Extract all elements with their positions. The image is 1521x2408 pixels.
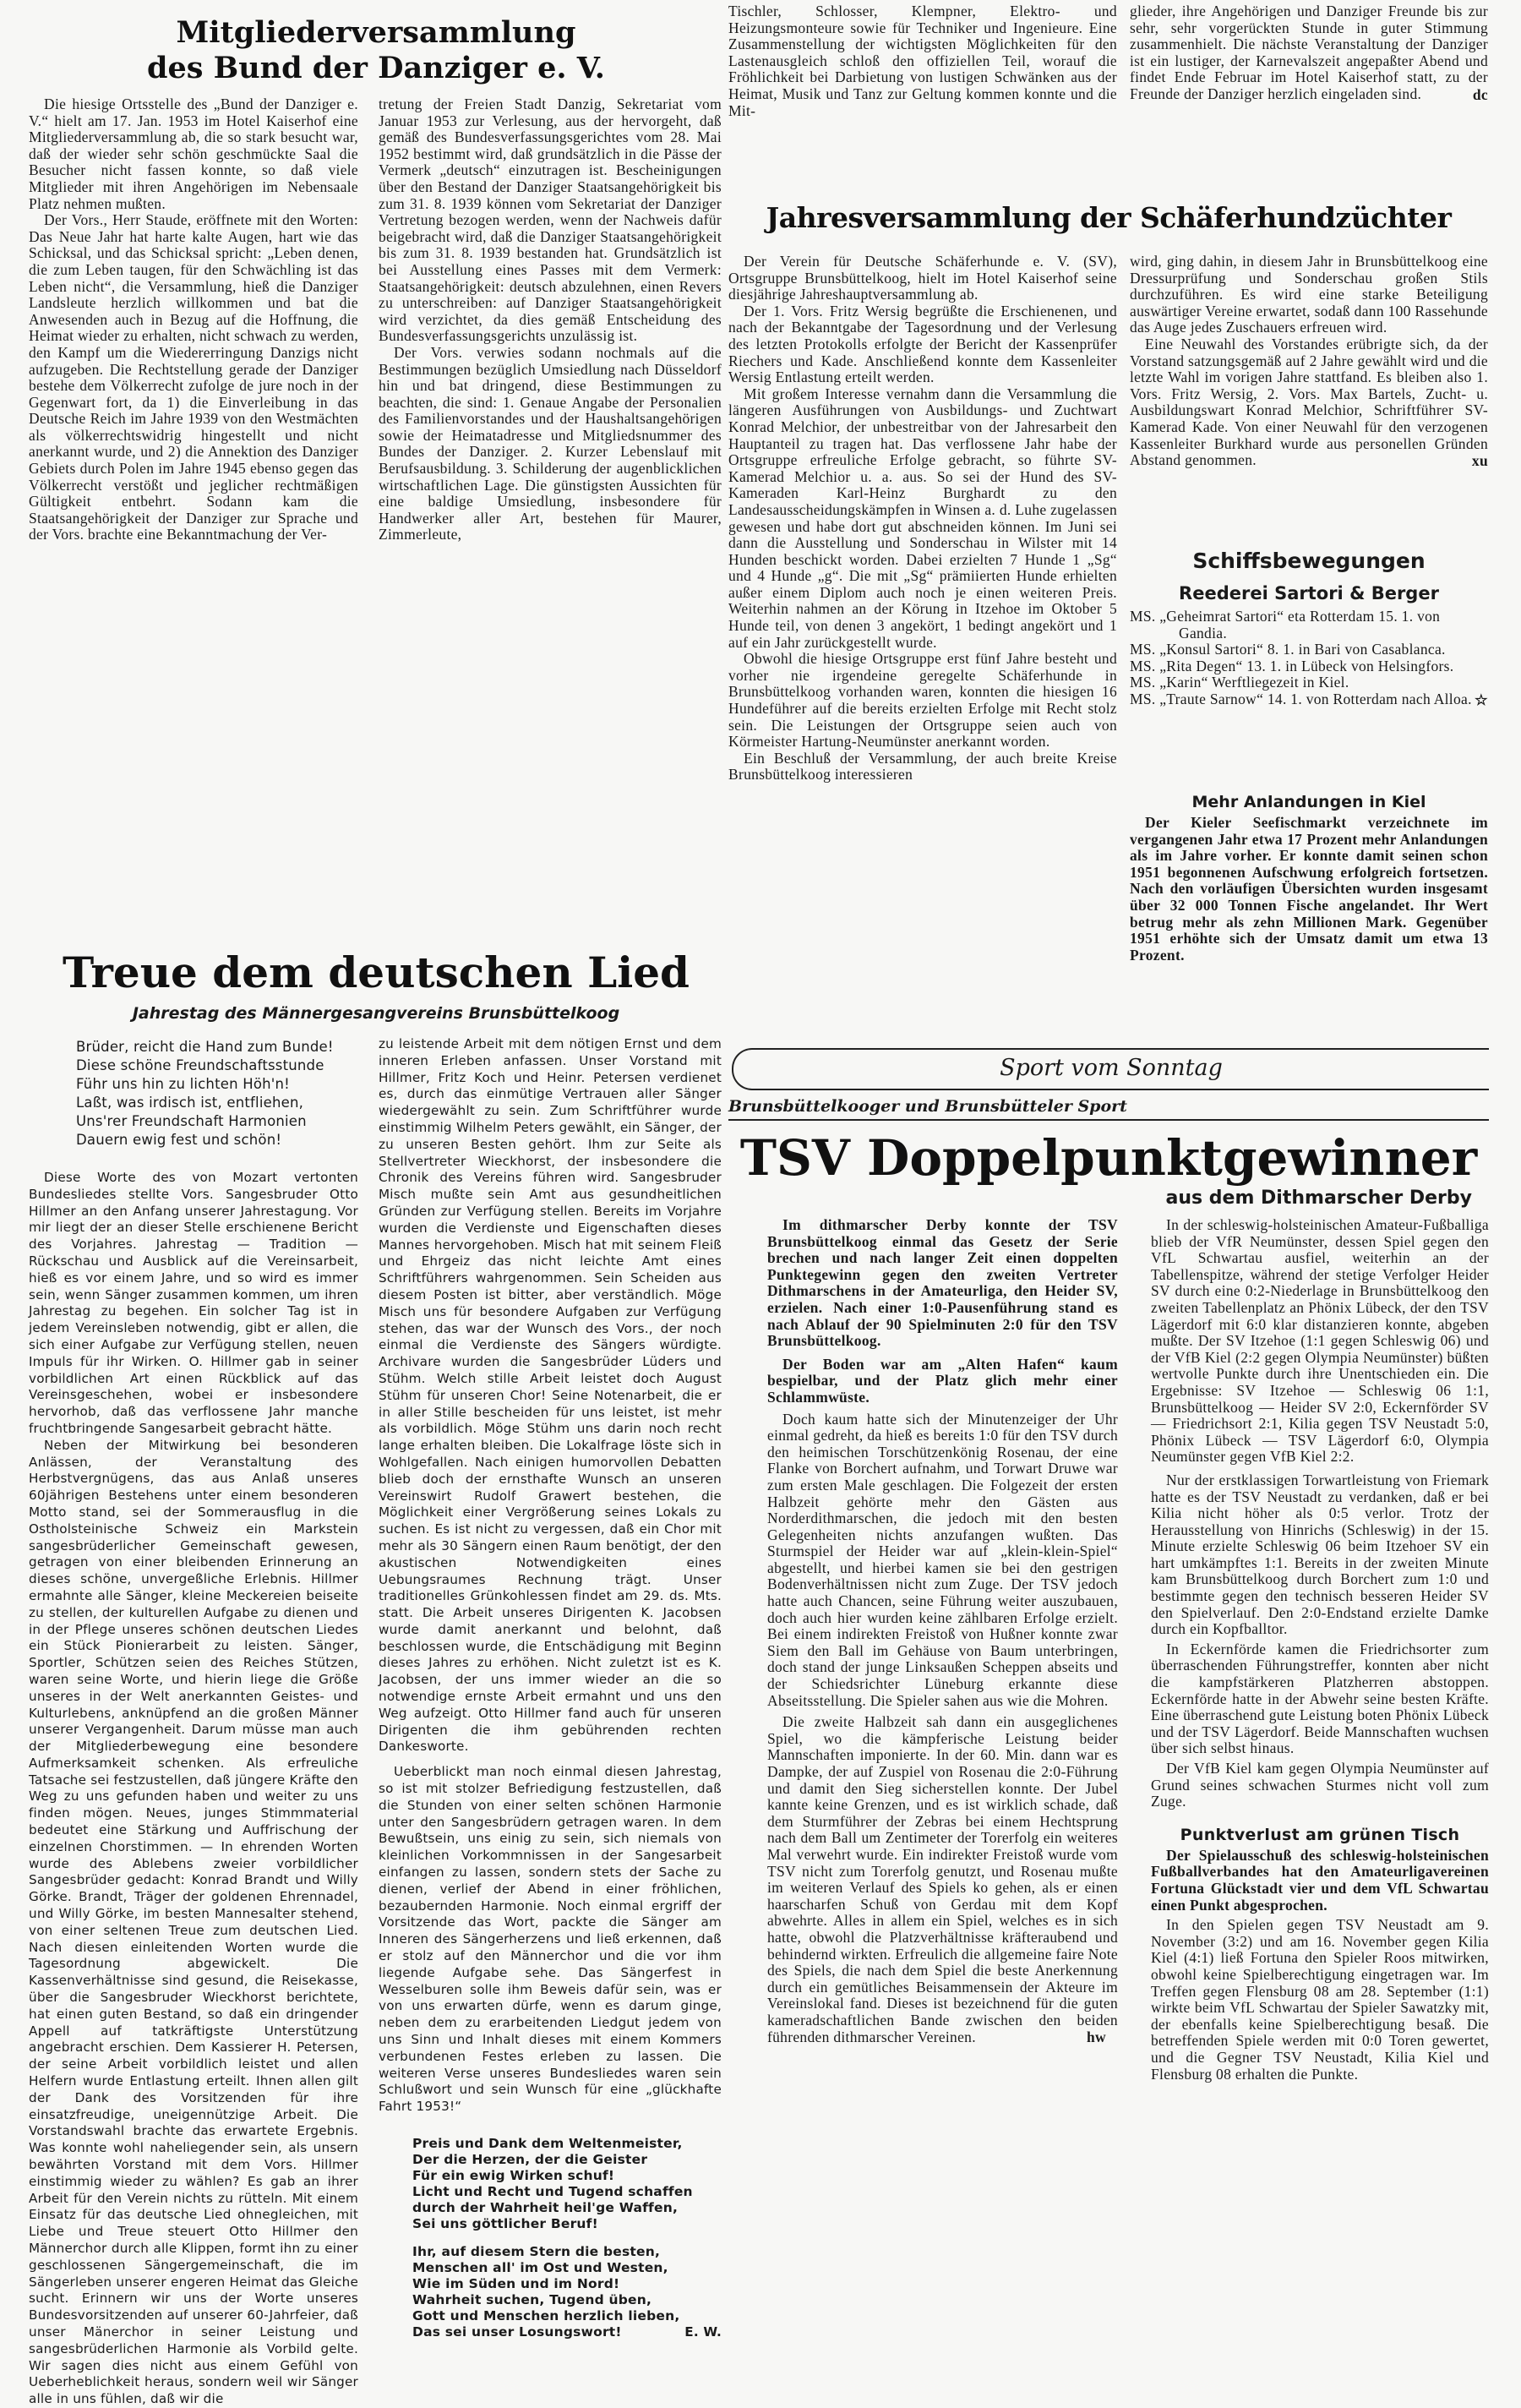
article-mitglieder-col2: [379, 96, 722, 543]
paragraph: Der Kieler Seefischmarkt verzeichnete im vergangenen Jahr etwa 17 Prozent mehr Anlandungen als im Jahre vorher. Er konnte damit seinen schon 1951 begonnenen Aufschwung erfolgreich fortsetzen. Nach den vorläufigen Übersichten wurden insgesamt über 32 000 Tonnen Fische angelandet. Ihr Wert betrug mehr als zehn Millionen Mark. Gegenüber 1951 erhöhte sich der Umsatz damit um etwa 13 Prozent.: [1130, 814, 1488, 964]
lead-paragraph: Der Spielausschuß des schleswig-holsteinischen Fußballverbandes hat den Amateurligavereinen Fortuna Glückstadt vier und dem VfL Schwartau einen Punkt abgesprochen.: [1151, 1846, 1489, 1914]
poem-line: Sei uns göttlicher Beruf!: [412, 2216, 598, 2231]
article-tsv-col4: [1151, 1217, 1489, 2083]
author-signature: E. W.: [684, 2324, 722, 2340]
poem-line: Uns'rer Freundschaft Harmonien: [76, 1113, 307, 1129]
paragraph: Der 1. Vors. Fritz Wersig begrüßte die Erschienenen, und nach der Bekanntgabe der Tagesordnung und der Verlesung des letzten Protokolls erfolgte der Bericht der Kassenprüfer Riechers und Kade. Anschließend konnte dem Kassenleiter Wersig Entlastung erteilt werden.: [728, 302, 1117, 386]
article-schaefer-col3: [728, 254, 1117, 784]
paragraph: Doch kaum hatte sich der Minutenzeiger der Uhr einmal gedreht, da hieß es bereits 1:0 für den TSV durch den heimischen Torschützenkönig Rosenau, der eine Flanke von Borchert aufnahm, und Torwart Druwe war zum ersten Male geschlagen. Die Folgezeit der ersten Halbzeit gehörte mehr den Gästen aus Norderdithmarschen, die jedoch mit den besten Gelegenheiten nichts anzufangen wußten. Das Sturmspiel der Heider war auf „klein-klein-Spiel“ abgestellt, und hierbei kamen sie bei den gestrigen Bodenverhältnissen nicht zum Zuge. Der TSV jedoch hatte auch Chancen, seine Führung weiter auszubauen, doch auch hier wurden keine zählbaren Erfolge erzielt. Bei einem indirekten Freistoß von Hußner konnte zwar Siem den Ball im Gehäuse von Baum unterbringen, doch stand der junge Linksaußen Scheppen abseits und der Schiedsrichter Lüneburg erkannte diese Abseitsstellung. Die Spieler sahen aus wie die Mohren.: [767, 1410, 1118, 1709]
article-mitglieder-col3: [728, 3, 1117, 119]
sport-section-title: Brunsbüttelkooger und Brunsbütteler Sport: [728, 1094, 1489, 1121]
paragraph: Ein Beschluß der Versammlung, der auch breite Kreise Brunsbüttelkoog interessieren: [728, 749, 1117, 784]
article-treue-col2: [379, 1036, 722, 2341]
poem-line: Wie im Süden und im Nord!: [412, 2276, 620, 2291]
paragraph: Der Verein für Deutsche Schäferhunde e. V. (SV), Ortsgruppe Brunsbüttelkoog, hielt im Hotel Kaiserhof seine diesjährige Jahreshauptversammlung ab.: [728, 253, 1117, 303]
author-signature: xu: [1471, 451, 1488, 469]
ship-entry: MS. „Karin“ Werftliegezeit in Kiel.: [1130, 674, 1349, 691]
subheadline-treue: Jahrestag des Männergesangvereins Brunsbüttelkoog: [132, 1004, 620, 1023]
subheading-reederei: Reederei Sartori & Berger: [1179, 583, 1439, 603]
lead-paragraph: Der Boden war am „Alten Hafen“ kaum bespielbar, und der Platz glich mehr einer Schlammwüste.: [767, 1355, 1118, 1406]
paragraph: Diese Worte des von Mozart vertonten Bundesliedes stellte Vors. Sangesbruder Otto Hillmer an den Anfang unserer Jahrestagung. Vor mir liegt der an dieser Stelle erschienene Bericht des Vorjahres. Jahrestag — Tradition — Rückschau und Ausblick auf die Vereinsarbeit, hieß es vor einem Jahre, und so wird es immer sein, wenn Sänger zusammen kommen, um ihren Jahrestag zu begehen. Ein solcher Tag ist in jedem Vereinsleben notwendig, gibt er allen, die sich einer Aufgabe zur Verfügung stellen, neuen Impuls für ihr Wirken. O. Hillmer gab in seiner vorbildlichen Art einen Rückblick auf das Vereinsgeschehen, wobei er insbesondere hervorhob, daß das verflossene Jahr manche fruchtbringende Sangesarbeit gebracht hätte.: [29, 1170, 358, 1436]
paragraph: Der Vors. verwies sodann nochmals auf die Bestimmungen bezüglich Umsiedlung nach Düsseldorf hin und bat dringend, diese Bestimmungen zu beachten, die sind: 1. Genaue Angabe der Personalien des Familienvorstandes und der Haushaltsangehörigen sowie der Heimatadresse und Mitgliedsnummer des Bundes der Danziger. 2. Kurzer Lebenslauf mit Berufsausbildung. 3. Schilderung der augenblicklichen wirtschaftlichen Lage. Die günstigsten Aussichten für eine baldige Umsiedlung, insbesondere für Handwerker aller Art, bestehen für Maurer, Zimmerleute,: [379, 343, 722, 543]
poem-line: Gott und Menschen herzlich lieben,: [412, 2308, 680, 2323]
ship-entry: MS. „Traute Sarnow“ 14. 1. von Rotterdam nach Alloa.: [1130, 690, 1472, 707]
headline-tsv: TSV Doppelpunktgewinner: [739, 1129, 1478, 1187]
paragraph: Der Vors., Herr Staude, eröffnete mit den Worten: Das Neue Jahr hat harte kalte Augen, hart wie das Schicksal, und das Schicksal spricht: „Leben denen, die zum Leben taugen, für den Schwächling ist das Leben nicht“, die Versammlung, hieß die Danziger Landsleute herzlich willkommen und bat die Anwesenden auch in Bezug auf die Hoffnung, die Heimat wieder zu erhalten, nicht schwach zu werden, den Kampf um die Wiedererringung Danzigs nicht aufzugeben. Die Rechtstellung gerade der Danziger bestehe dem Völkerrecht zufolge de jure noch in der Gegenwart fort, da 1) die Einverleibung in das Deutsche Reich im Jahre 1939 von den Westmächten als völkerrechtswidrig hingestellt und nicht anerkannt wurde, und 2) die Annektion des Danziger Gebiets durch Polen im Jahre 1945 ebenso gegen das Völkerrecht verstößt und jeglicher rechtmäßigen Gültigkeit entbehrt. Sodann kam die Staatsangehörigkeit der Danziger zur Sprache und der Vors. brachte eine Bekanntmachung der Ver-: [29, 211, 358, 543]
ship-entry: MS. „Geheimrat Sartori“ eta Rotterdam 15. 1. von Gandia.: [1130, 608, 1441, 642]
poem-bundeslied: [76, 1038, 363, 1149]
lead-paragraph: Im dithmarscher Derby konnte der TSV Brunsbüttelkoog einmal das Gesetz der Serie brechen und nach langer Zeit einen doppelten Punktegewinn gegen den zweiten Vertreter Dithmarschens in der Amateurliga, den Heider SV, erzielen. Nach einer 1:0-Pausenführung stand es nach Ablauf der 90 Spielminuten 2:0 für den TSV Brunsbüttelkoog.: [767, 1216, 1118, 1350]
author-signature: hw: [1087, 2029, 1106, 2046]
paragraph: Mit großem Interesse vernahm dann die Versammlung die längeren Ausführungen von Ausbildungs- und Zuchtwart Konrad Melchior, der unbestreitbar von der Jahresarbeit den Hauptanteil zu tragen hat. Das verflossene Jahr habe der Ortsgruppe erfreuliche Erfolge gebracht, so führte SV-Kamerad Melchior u. a. aus. So sei der Hund des SV-Kameraden Karl-Heinz Burghardt zu den Landesausscheidungskämpfen in Winsen a. d. Luhe zugelassen gewesen und habe dort gut abschneiden können. Im Juni sei dann die Ausstellung und Sonderschau in Wilster mit 14 Hunden beschickt worden. Dabei erzielten 7 Hunde 1 „Sg“ und 4 Hunde „g“. Die mit „Sg“ prämiierten Hunde erhielten außer einem Diplom auch noch je einen weiteren Preis. Weiterhin nahmen an der Körung in Itzehoe im Oktober 5 Hunde teil, von denen 3 angekört, 1 bedingt angekört und 1 auf ein Jahr zurückgestellt wurde.: [728, 385, 1117, 651]
paragraph: zu leistende Arbeit mit dem nötigen Ernst und dem inneren Erleben anfassen. Unser Vorstand mit Hillmer, Fritz Koch und Heinr. Petersen verdienet es, durch das einmütige Vertrauen aller Sänger wiedergewählt zu sein. Zum Schriftführer wurde einstimmig Wilhelm Peters gewählt, ein Sänger, der zu unseren Besten gehört. Ihm zur Seite als Stellvertreter Wieckhorst, der insbesondere die Chronik des Vereins führen wird. Sangesbruder Misch mußte sein Amt aus gesundheitlichen Gründen zur Verfügung stellen. Bereits im Vorjahre wurden die Verdienste und Eigenschaften dieses Mannes hervorgehoben. Misch hat mit seinem Fleiß und Ehrgeiz das nicht leichte Amt eines Schriftführers wahrgenommen. Sein Scheiden aus diesem Posten ist bitter, aber verständlich. Möge Misch uns für besondere Aufgaben zur Verfügung stehen, das war der Wunsch des Vors., der noch einmal die Verdienste des Sängers würdigte. Archivare wurden die Sangesbrüder Lüders und Stühm. Welch stille Arbeit leistet doch August Stühm für unseren Chor! Seine Notenarbeit, die er in aller Stille bescheiden für uns leistet, ist mehr als vorbildlich. Möge Stühm uns darin noch recht lange erhalten bleiben. Die Lokalfrage löste sich in Wohlgefallen. Nach einigen humorvollen Debatten blieb doch der ernsthafte Wunsch an unseren Vereinswirt Rudolf Grawert bestehen, die Möglichkeit einer Vergrößerung seines Lokals zu suchen. Es ist nicht zu vergessen, daß ein Chor mit mehr als 30 Sängern einen Raum benötigt, der den akustischen Notwendigkeiten eines Uebungsraumes Rechnung trägt. Unser traditionelles Grünkohlessen findet am 29. ds. Mts. statt. Die Arbeit unseres Dirigenten K. Jacobsen wurde damit anerkannt und belohnt, daß beschlossen wurde, die Entschädigung mit Beginn dieses Jahres zu erhöhen. Nicht zuletzt ist es K. Jacobsen, der uns immer wieder an die so notwendige ernste Arbeit ermahnt und uns den Weg aufzeigt. Otto Hillmer fand auch für unseren Dirigenten die ihm gebührenden rechten Dankesworte.: [379, 1036, 722, 1755]
paragraph: Tischler, Schlosser, Klempner, Elektro- und Heizungsmonteure sowie für Techniker und Ingenieure. Eine Zusammenstellung der wichtigsten Möglichkeiten für den Lastenausgleich schloß den offiziellen Teil, worauf die Fröhlichkeit bei Darbietung von lustigen Schwänken aus der Heimat, Musik und Tanz zur Geltung kommen konnte und die Mit-: [728, 3, 1117, 119]
poem-line: Licht und Recht und Tugend schaffen: [412, 2184, 693, 2199]
paragraph: In den Spielen gegen TSV Neustadt am 9. November (3:2) und am 16. November gegen Kilia Kiel (4:1) ließ Fortuna den Spieler Roos mitwirken, obwohl keine Spielberechtigung eingetragen war. Im Treffen gegen Flensburg 08 am 28. September (1:1) wirkte beim VfL Schwartau der Spieler Sawatzky mit, der ebenfalls keine Spielberechtigung besaß. Die betreffenden Spiele werden mit 0:0 Toren gewertet, und die Gegner TSV Neustadt, Kilia Kiel und Flensburg 08 erhalten die Punkte.: [1151, 1916, 1489, 2083]
star-mark-icon: ☆: [1475, 691, 1488, 708]
paragraph: Ueberblickt man noch einmal diesen Jahrestag, so ist mit stolzer Befriedigung festzustellen, daß die Stunden von einer selten schönen Harmonie unter den Sangesbrüdern getragen waren. In dem Bewußtsein, uns einig zu sein, sich niemals von kleinlichen Vorkommnissen in der Sangesarbeit einfangen zu lassen, sondern stets der Sache zu dienen, verlief der Abend in einer fröhlichen, bezaubernden Harmonie. Noch einmal ergriff der Vorsitzende das Wort, packte die Sänger am Inneren des Sängerherzens und ließ erkennen, daß er stolz auf den Männerchor und die vor ihm liegende Aufgabe sehe. Das Sängerfest in Wesselburen solle ihm Beweis dafür sein, was er von uns erwarten dürfe, wenn es darum ginge, neben dem zu erarbeitenden Liedgut jedem von uns Sinn und Inhalt dieses mit einem Kommers verbundenen Festes erleben zu lassen. Die weiteren Verse unseres Bundesliedes waren sein Schlußwort und sein Wunsch für eine „glückhafte Fahrt 1953!“: [379, 1764, 722, 2115]
poem-line: Wahrheit suchen, Tugend üben,: [412, 2292, 652, 2307]
sport-banner-title: Sport vom Sonntag: [1000, 1055, 1223, 1081]
ship-entry: MS. „Rita Degen“ 13. 1. in Lübeck von Helsingfors.: [1130, 657, 1454, 674]
paragraph: In Eckernförde kamen die Friedrichsorter zum überraschenden Führungstreffer, konnten aber nicht die kampfstärkeren Platzherren abstoppen. Eckernförde hatte in der Abwehr seine besten Kräfte. Eine überraschend gute Leistung boten Phönix Lübeck und der TSV Lägerdorf. Beide Mannschaften wuchsen über sich selbst hinaus.: [1151, 1640, 1489, 1757]
paragraph: Der VfB Kiel kam gegen Olympia Neumünster auf Grund seines schwachen Sturmes nicht voll zum Zuge.: [1151, 1760, 1489, 1810]
article-mitglieder-col4: [1130, 3, 1488, 103]
heading-schiffsbewegungen: Schiffsbewegungen: [1192, 549, 1426, 573]
poem-line: Ihr, auf diesem Stern die besten,: [412, 2244, 661, 2259]
poem-line: Das sei unser Losungswort!: [412, 2324, 622, 2340]
poem-line: Menschen all' im Ost und Westen,: [412, 2260, 668, 2275]
author-signature: dc: [1472, 85, 1488, 103]
paragraph: In der schleswig-holsteinischen Amateur-Fußballiga blieb der VfR Neumünster, dessen Spiel gegen den VfL Schwartau ausfiel, weiterhin an der Tabellenspitze, während der stetige Verfolger Heider SV durch eine 0:2-Niederlage in Brunsbüttelkoog den zweiten Tabellenplatz an Phönix Lübeck, der den TSV Lägerdorf mit 6:0 klar distanzieren konnte, abgeben mußte. Der SV Itzehoe (1:1 gegen Schleswig 06) und der VfB Kiel (2:2 gegen Olympia Neumünster) büßten wertvolle Punkte durch ihre Unentschieden ein. Die Ergebnisse: SV Itzehoe — Schleswig 06 1:1, Brunsbüttelkoog — Heider SV 2:0, Eckernförder SV — Friedrichsort 2:1, Kilia gegen TSV Neustadt 5:0, Phönix Lübeck — TSV Lägerdorf 6:0, Olympia Neumünster gegen VfB Kiel 2:2.: [1151, 1216, 1489, 1466]
poem-stanza-1: [412, 2136, 722, 2232]
ship-list: [1130, 609, 1488, 708]
paragraph: Die hiesige Ortsstelle des „Bund der Danziger e. V.“ hielt am 17. Jan. 1953 im Hotel Kaiserhof eine Mitgliederversammlung ab, die so stark besucht war, daß der wieder sehr schön geschmückte Saal die Besucher nicht fassen konnte, so daß viele Mitglieder mit ihren Angehörigen im Nebensaale Platz nehmen mußten.: [29, 96, 358, 212]
paragraph: Nur der erstklassigen Torwartleistung von Friemark hatte es der TSV Neustadt zu verdanken, daß er bei Kilia nicht höher als 0:5 verlor. Trotz der Herausstellung von Hinrichs (Schleswig) in der 15. Minute erzielte Schleswig 06 beim Itzehoer SV ein hart umkämpftes 1:1. Bereits in der zweiten Minute kam Brunsbüttelkoog durch Borchert zum 1:0 und bestimmte gegen den technisch besseren Heider SV den Spielverlauf. Den 2:0-Endstand erzielte Damke durch ein Kopfballtor.: [1151, 1471, 1489, 1638]
ship-entry: MS. „Konsul Sartori“ 8. 1. in Bari von Casablanca.: [1130, 641, 1446, 658]
headline-schaeferhund: Jahresversammlung der Schäferhundzüchter: [766, 201, 1452, 234]
poem-line: Führ uns hin zu lichten Höh'n!: [76, 1076, 290, 1092]
poem-line: Dauern ewig fest und schön!: [76, 1132, 282, 1148]
paragraph: Eine Neuwahl des Vorstandes erübrigte sich, da der Vorstand satzungsgemäß auf 2 Jahre gewählt wird und die letzte Wahl im vorigen Jahre stattfand. Es bleiben also 1. Vors. Fritz Wersig, 2. Vors. Max Bartels, Zucht- u. Ausbildungswart Konrad Melchior, Schriftführer SV-Kamerad Kade. Von einer Neuwahl für den verzogenen Kassenleiter Burkhard wurde aus personellen Gründen Abstand genommen.: [1130, 335, 1488, 469]
article-tsv-col3: [767, 1217, 1118, 2046]
poem-line: Für ein ewig Wirken schuf!: [412, 2168, 615, 2183]
poem-line: Diese schöne Freundschaftsstunde: [76, 1057, 324, 1073]
heading-punktverlust: Punktverlust am grünen Tisch: [1180, 1825, 1460, 1844]
poem-line: Preis und Dank dem Weltenmeister,: [412, 2136, 683, 2151]
headline-treue: Treue dem deutschen Lied: [62, 947, 690, 997]
headline-mitgliederversammlung: [29, 15, 723, 86]
article-mitglieder-col1: [29, 96, 358, 543]
paragraph: Die zweite Halbzeit sah dann ein ausgeglichenes Spiel, wo die kämpferische Leistung beider Mannschaften imponierte. In der 60. Min. dann war es Dampke, der auf Zuspiel von Rosenau die 2:0-Führung und damit den Sieg sicherstellen konnte. Der Jubel kannte keine Grenzen, und es ist wirklich schade, daß dem Sturmführer der Zebras bei einem Hechtsprung nach dem Ball um Zentimeter der Torerfolg ein weiteres Mal verwehrt wurde. Ein indirekter Freistoß wurde vom TSV nicht zum Torerfolg genutzt, und Rosenau mußte im weiteren Verlauf des Spiels ko gehen, als er einen haarscharfen Schuß von Gerdau mit dem Kopf abwehrte. Alles in allem ein Spiel, welches es in sich hatte, obwohl die Platzverhältnisse kräfteraubend und behindernd wirkten. Erfreulich die allgemeine faire Note des Spiels, die nach dem Spiel die beste Anerkennung durch ein gemütliches Beisammensein der Akteure im Vereinslokal fand. Dieses ist bezeichnend für die guten kameradschaftlichen Bande zwischen den beiden führenden dithmarscher Vereinen.: [767, 1713, 1118, 2045]
poem-line: Der die Herzen, der die Geister: [412, 2152, 648, 2167]
poem-line: durch der Wahrheit heil'ge Waffen,: [412, 2200, 679, 2215]
heading-anlandungen: Mehr Anlandungen in Kiel: [1191, 793, 1426, 811]
paragraph: Neben der Mitwirkung bei besonderen Anlässen, der Veranstaltung des Herbstvergnügens, das aus Anlaß unseres 60jährigen Bestehens unter einem besonderen Motto stand, sei der Sommerausflug in die Ostholsteinische Schweiz ein Markstein sangesbrüderlicher Gemeinschaft gewesen, getragen von einer bleibenden Erinnerung an dieses schöne, unvergeßliche Erlebnis. Hillmer ermahnte alle Sänger, kleine Meckereien beiseite zu stellen, der kulturellen Aufgabe zu dienen und in der Pflege unseres schönen deutschen Liedes ein Stück Pionierarbeit zu leisten. Sänger, Sportler, Schützen seien des Reiches Stützen, waren seine Worte, und hierin liege die Größe unseres in der Welt anerkannten Geistes- und Kulturlebens, anknüpfend an die großen Männer unserer Vergangenheit. Darum müsse man auch der Mitgliederbewegung eine besondere Aufmerksamkeit schenken. Als erfreuliche Tatsache sei festzustellen, daß jüngere Kräfte den Weg zu uns gefunden haben und weiter zu uns finden mögen. Neues, junges Stimmmaterial bedeutet eine Stärkung und Auffrischung der einzelnen Chorstimmen. — In ehrenden Worten wurde des Ablebens zweier vorbildlicher Sangesbrüder gedacht: Konrad Brandt und Willy Görke. Brandt, Träger der goldenen Ehrennadel, und Willy Görke, im besten Mannesalter stehend, von einer seltenen Treue zum deutschen Lied. Nach diesen einleitenden Worten wurde die Tagesordnung abgewickelt. Die Kassenverhältnisse sind gesund, die Reisekasse, über die Sangesbruder Wieckhorst berichtete, hat einen guten Bestand, so daß ein dringender Appell auf tatkräftigste Unterstützung angebracht erschien. Dem Kassierer H. Petersen, der seine Arbeit vorbildlich leistet und allen Helfern wurde Entlastung erteilt. Ihnen allen gilt der Dank des Vorsitzenden für ihre einsatzfreudige, uneigennützige Arbeit. Die Vorstandswahl brachte das erwartete Ergebnis. Was konnte wohl naheliegender sein, als unsern bewährten Vorstand mit dem Vors. Hillmer einstimmig wieder zu wählen? Es gab an ihrer Arbeit für den Verein nichts zu rütteln. Mit einem Einsatz für das deutsche Lied ohnegleichen, mit Liebe und Treue steuert Otto Hillmer den Männerchor durch alle Klippen, formt ihn zu einer geschlossenen Sängergemeinschaft, die im Sängerleben unserer engeren Heimat das Gleiche sucht. Erinnern wir uns der Worte unseres Bundesvorsitzenden auf unserer 60-Jahrfeier, daß unser Mänerchor in seiner Leistung und sangesbrüderlichen Harmonie als Vorbild gelte. Wir sagen dies nicht aus einem Gefühl von Ueberheblichkeit heraus, sondern weil wir Sänger alle in uns fühlen, daß wir die: [29, 1437, 358, 2407]
poem-line: Laßt, was irdisch ist, entfliehen,: [76, 1095, 304, 1111]
article-anlandungen: [1130, 815, 1488, 964]
paragraph: tretung der Freien Stadt Danzig, Sekretariat vom Januar 1953 zur Verlesung, aus der hervorgeht, daß gemäß des Bundesverfassungsgerichtes vom 28. Mai 1952 bestimmt wird, daß grundsätzlich in die Pässe der Vermerk „deutsch“ einzutragen ist. Bescheinigungen über den Bestand der Danziger Staatsangehörigkeit bis zum 31. 8. 1939 können vom Sekretariat der Danziger Vertretung bezogen werden, wenn der Nachweis dafür beigebracht wird, daß die Danziger Staatsangehörigkeit bis zum 31. 8. 1939 bestanden hat. Grundsätzlich ist bei Ausstellung eines Passes mit dem Vermerk: Staatsangehörigkeit: deutsch abzulehnen, einen Revers zu unterschreiben: auf Danziger Staatsangehörigkeit wird verzichtet, da dies gemäß Entscheidung des Bundesverfassungsgerichts unzulässig ist.: [379, 96, 722, 345]
headline-line: des Bund der Danziger e. V.: [146, 51, 605, 85]
sport-banner: [732, 1048, 1489, 1090]
poem-line: Brüder, reicht die Hand zum Bunde!: [76, 1039, 334, 1055]
headline-line: Mitgliederversammlung: [176, 15, 576, 50]
paragraph: glieder, ihre Angehörigen und Danziger Freunde bis zur sehr, sehr vorgerückten Stunde in guter Stimmung zusammenhielt. Die nächste Veranstaltung der Danziger ist ein lustiger, der Karnevalszeit angepaßter Abend und findet Ende Februar im Hotel Kaiserhof statt, zu der Freunde der Danziger herzlich eingeladen sind.: [1130, 3, 1488, 102]
paragraph: Obwohl die hiesige Ortsgruppe erst fünf Jahre besteht und vorher nie irgendeine geregelte Schäferhunde in Brunsbüttelkoog vorhanden waren, konnten die hiesigen 16 Hundeführer auf die bereits erzielten Erfolge mit Recht stolz sein. Die Leistungen der Ortsgruppe seien auch von Körmeister Hartung-Neumünster anerkannt worden.: [728, 650, 1117, 751]
article-treue-col1: [29, 1170, 358, 2408]
article-schaefer-col4: [1130, 254, 1488, 469]
paragraph: wird, ging dahin, in diesem Jahr in Brunsbüttelkoog eine Dressurprüfung und Sonderschau großen Stils durchzuführen. Es wird eine starke Beteiligung auswärtiger Vereine erwartet, sodaß dann 100 Rassehunde das Auge jedes Zuschauers erfreuen wird.: [1130, 253, 1488, 336]
subheadline-derby: aus dem Dithmarscher Derby: [1165, 1188, 1472, 1209]
